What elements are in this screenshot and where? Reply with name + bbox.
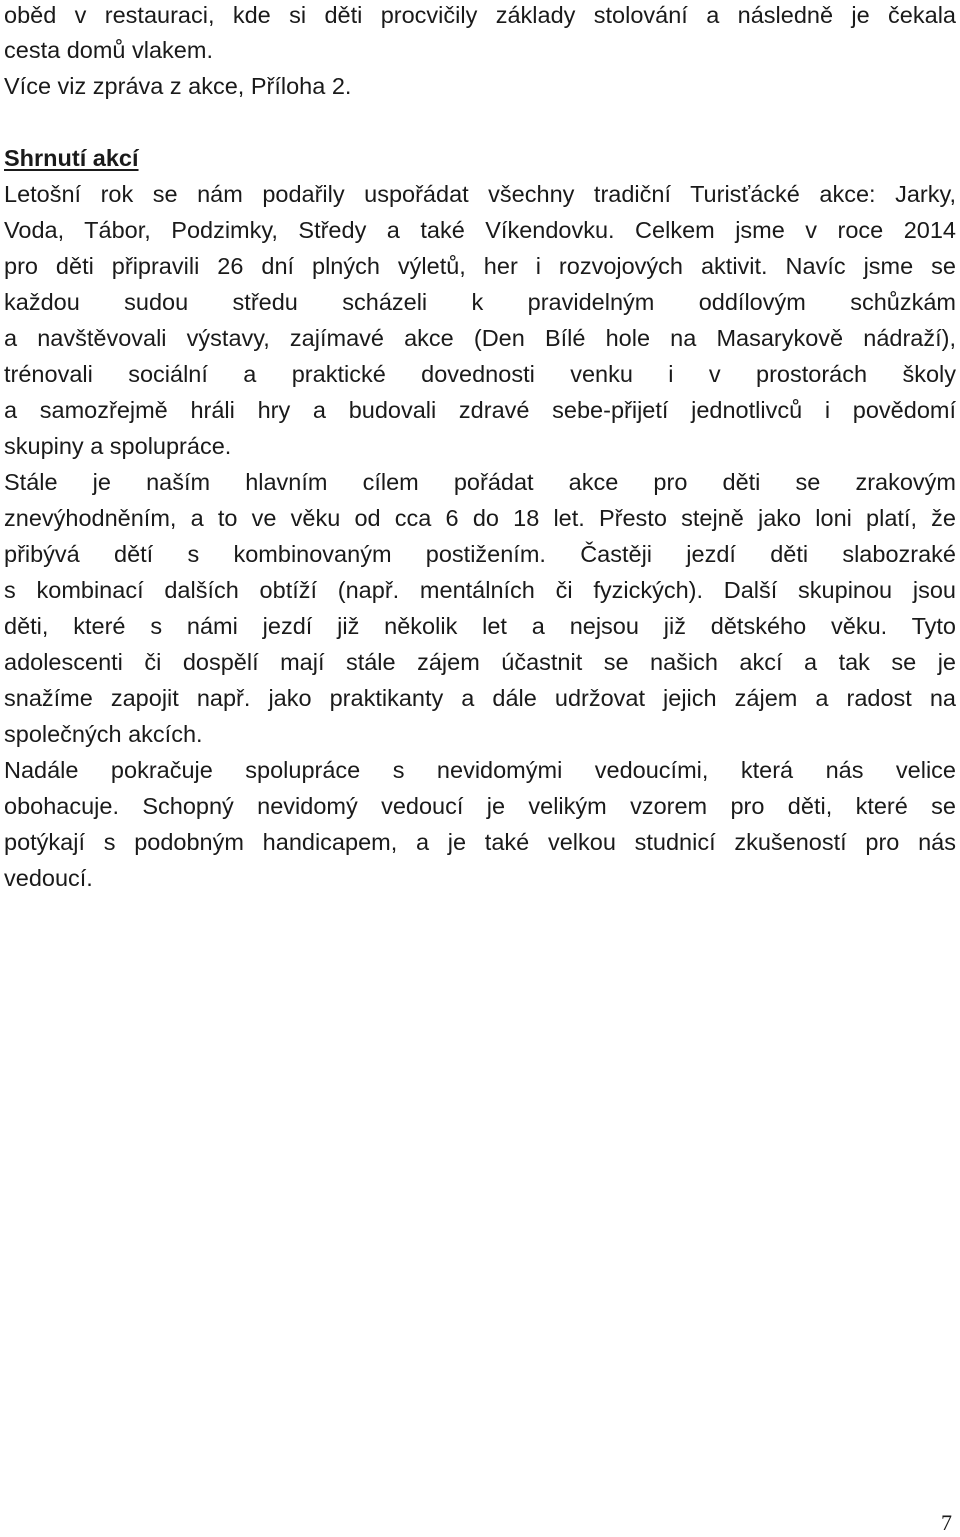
text-line: společných akcích. — [4, 721, 203, 747]
text-line: znevýhodněním, a to ve věku od cca 6 do 18 let. Přesto stejně jako loni platí, že — [4, 505, 956, 531]
text-line: obohacuje. Schopný nevidomý vedoucí je velikým vzorem pro děti, které se — [4, 793, 956, 819]
text-line: Více viz zpráva z akce, Příloha 2. — [4, 73, 352, 99]
text-line: a samozřejmě hráli hry a budovali zdravé sebe-přijetí jednotlivců i povědomí — [4, 397, 956, 423]
text-line: Letošní rok se nám podařily uspořádat všechny tradiční Turisťácké akce: Jarky, — [4, 181, 956, 207]
text-line: Stále je naším hlavním cílem pořádat akce pro děti se zrakovým — [4, 469, 956, 495]
text-line: Nadále pokračuje spolupráce s nevidomými vedoucími, která nás velice — [4, 757, 956, 783]
text-line: přibývá dětí s kombinovaným postižením. Častěji jezdí děti slabozraké — [4, 541, 956, 567]
page-number: 7 — [941, 1510, 952, 1535]
text-line: trénovali sociální a praktické dovednosti venku i v prostorách školy — [4, 361, 956, 387]
section-heading: Shrnutí akcí — [4, 145, 139, 171]
text-line: Voda, Tábor, Podzimky, Středy a také Víkendovku. Celkem jsme v roce 2014 — [4, 217, 956, 243]
text-line: oběd v restauraci, kde si děti procvičily základy stolování a následně je čekala — [4, 2, 956, 28]
text-line: a navštěvovali výstavy, zajímavé akce (Den Bílé hole na Masarykově nádraží), — [4, 325, 956, 351]
text-line: pro děti připravili 26 dní plných výletů, her i rozvojových aktivit. Navíc jsme se — [4, 253, 956, 279]
text-line: každou sudou středu scházeli k pravidelným oddílovým schůzkám — [4, 289, 956, 315]
text-line: adolescenti či dospělí mají stále zájem účastnit se našich akcí a tak se je — [4, 649, 956, 675]
text-line: skupiny a spolupráce. — [4, 433, 232, 459]
text-line: snažíme zapojit např. jako praktikanty a dále udržovat jejich zájem a radost na — [4, 685, 956, 711]
text-line: cesta domů vlakem. — [4, 37, 213, 63]
text-line: děti, které s námi jezdí již několik let a nejsou již dětského věku. Tyto — [4, 613, 956, 639]
text-line: potýkají s podobným handicapem, a je také velkou studnicí zkušeností pro nás — [4, 829, 956, 855]
text-line: vedoucí. — [4, 865, 93, 891]
text-line: s kombinací dalších obtíží (např. mentálních či fyzických). Další skupinou jsou — [4, 577, 956, 603]
